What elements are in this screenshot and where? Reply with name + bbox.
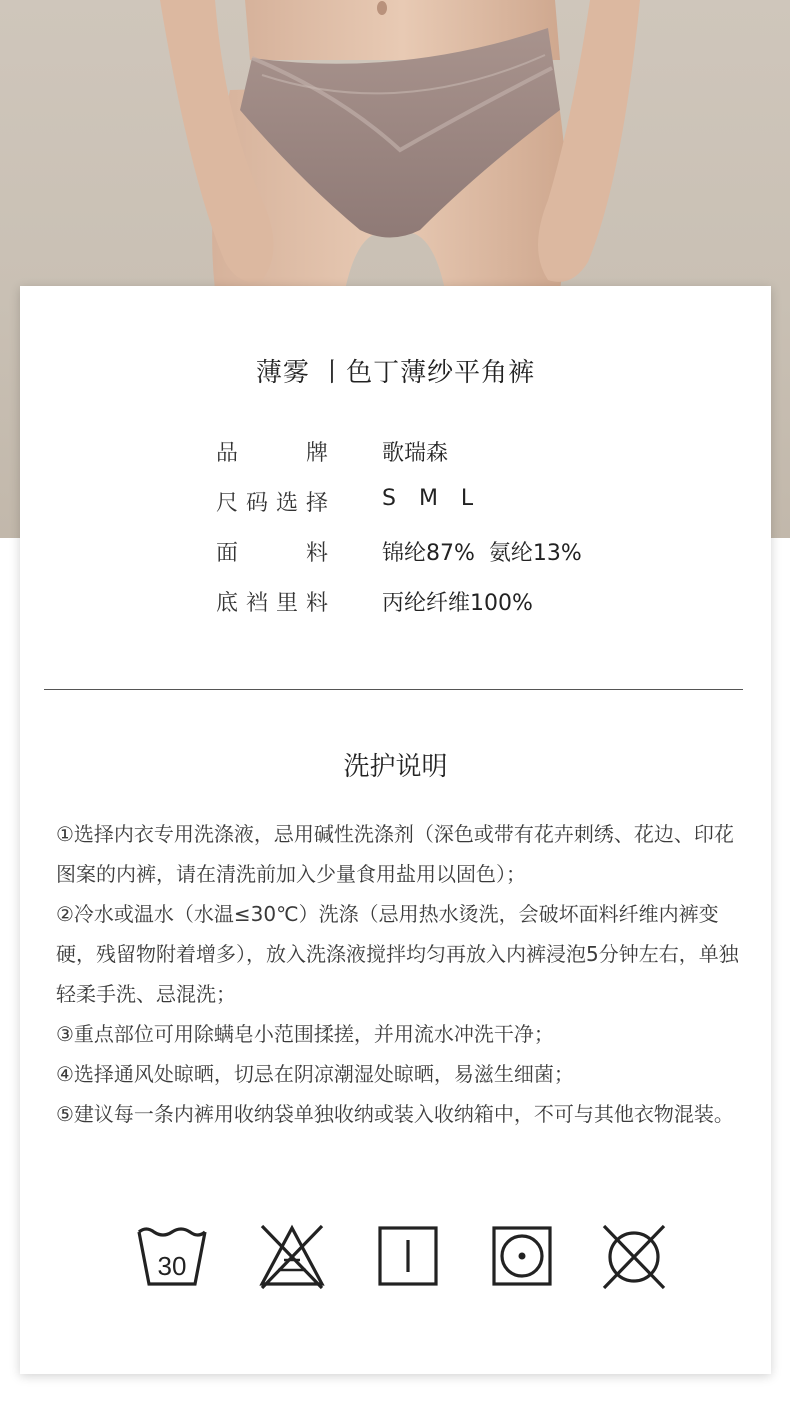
line-dry-icon bbox=[372, 1222, 444, 1292]
care-instructions bbox=[56, 814, 746, 1134]
do-not-dry-clean-icon bbox=[598, 1222, 670, 1292]
care-title: 洗护说明 bbox=[343, 752, 448, 782]
tumble-dry-low-icon bbox=[486, 1222, 558, 1292]
care-instruction-item: ③重点部位可用除螨皂小范围揉搓，并用流水冲洗干净； bbox=[56, 1022, 554, 1046]
product-title: 薄雾 丨色丁薄纱平角裤 bbox=[255, 358, 536, 388]
spec-value: 丙纶纤维100% bbox=[382, 591, 533, 616]
care-instruction-item: ⑤建议每一条内裤用收纳袋单独收纳或装入收纳箱中，不可与其他衣物混装。 bbox=[56, 1102, 734, 1126]
care-instruction-item: ④选择通风处晾晒，切忌在阴凉潮湿处晾晒，易滋生细菌； bbox=[56, 1062, 574, 1086]
care-instruction-item: ①选择内衣专用洗涤液，忌用碱性洗涤剂（深色或带有花卉刺绣、花边、印花图案的内裤，请在清洗前加入少量食用盐用以固色）； bbox=[56, 822, 734, 886]
care-instruction-item: ②冷水或温水（水温≤30℃）洗涤（忌用热水烫洗，会破坏面料纤维内裤变硬，残留物附着增多），放入洗涤液搅拌均匀再放入内裤浸泡5分钟左右，单独轻柔手洗、忌混洗； bbox=[56, 902, 739, 1006]
spec-key: 面料 bbox=[216, 541, 328, 566]
spec-key: 尺码选择 bbox=[216, 491, 328, 516]
spec-value: S M L bbox=[382, 486, 482, 511]
do-not-bleach-icon bbox=[256, 1222, 328, 1292]
spec-key: 品牌 bbox=[216, 441, 328, 466]
spec-value: 歌瑞森 bbox=[382, 441, 449, 466]
spec-value: 锦纶87% 氨纶13% bbox=[382, 541, 582, 566]
care-symbols bbox=[136, 1222, 666, 1292]
wash-temperature: 30 bbox=[157, 1251, 187, 1281]
spec-key: 底裆里料 bbox=[216, 591, 328, 616]
wash-30-icon bbox=[136, 1222, 208, 1292]
product-info-card bbox=[20, 286, 771, 1374]
section-divider bbox=[44, 689, 743, 690]
